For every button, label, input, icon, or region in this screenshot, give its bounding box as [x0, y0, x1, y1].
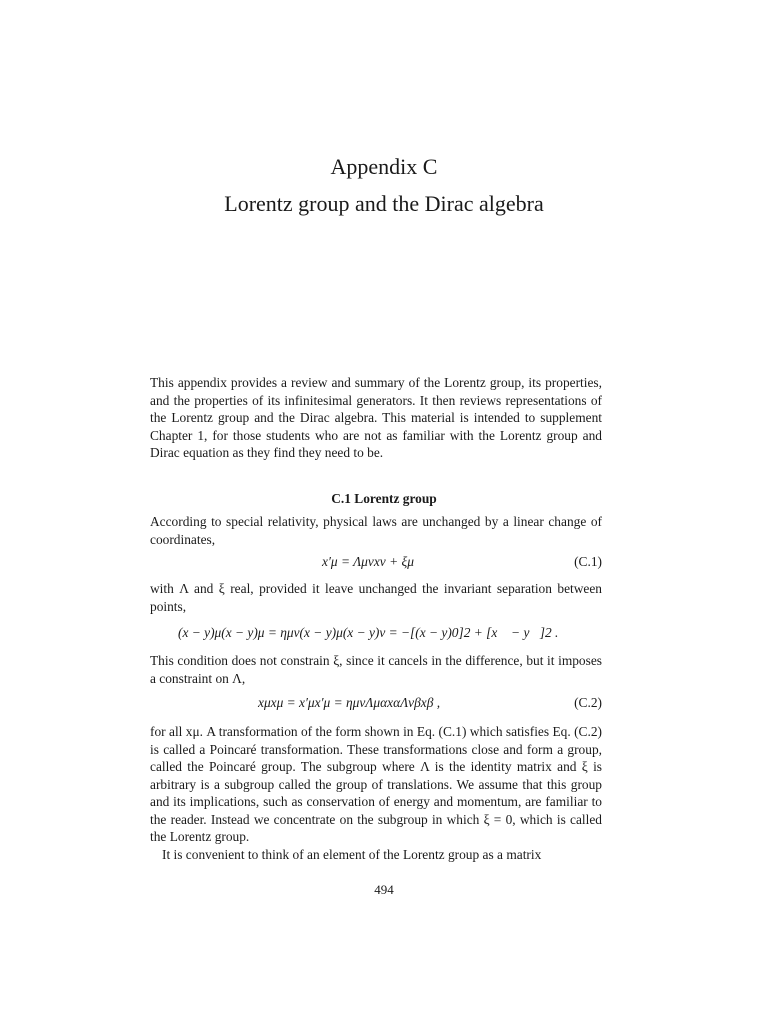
intro-paragraph [150, 374, 602, 462]
section-text-4: for all xμ. A transformation of the form shown in Eq. (C.1) which satisfies Eq. (C.2) is called a Poincaré transformation. These transformations close and form a group, called the Poincaré group. The subgroup where Λ is the identity matrix and ξ is arbitrary is a subgroup called the group of translations. We assume that this group and its implications, such as conservation of energy and momentum, are familiar to the reader. Instead we concentrate on the subgroup in which ξ = 0, which is called the Lorentz group. [150, 724, 602, 844]
equation-invariant [150, 625, 602, 643]
section-paragraph-2 [150, 580, 602, 615]
equation-c1-number: (C.1) [574, 554, 602, 569]
equation-c2 [150, 695, 602, 713]
section-paragraph-3 [150, 652, 602, 687]
section-paragraph-4 [150, 723, 602, 863]
equation-c1-body: x′μ = Λμνxν + ξμ [322, 554, 414, 569]
equation-c2-body: xμxμ = x′μx′μ = ημνΛμαxαΛνβxβ , [258, 695, 441, 710]
section-text-1: According to special relativity, physical laws are unchanged by a linear change of coordinates, [150, 514, 602, 547]
section-text-2: with Λ and ξ real, provided it leave unchanged the invariant separation between points, [150, 581, 602, 614]
section-paragraph-1 [150, 513, 602, 548]
equation-c1 [150, 554, 602, 572]
chapter-title: Lorentz group and the Dirac algebra [224, 191, 544, 216]
appendix-label: Appendix C [330, 154, 438, 179]
intro-text: This appendix provides a review and summary of the Lorentz group, its properties, and the properties of its infinitesimal generators. It then reviews representations of the Lorentz group and the Dirac algebra. This material is intended to supplement Chapter 1, for those students who are not as familiar with the Lorentz group and Dirac equation as they find they need to be. [150, 375, 602, 460]
equation-c2-number: (C.2) [574, 695, 602, 710]
section-text-5: It is convenient to think of an element of the Lorentz group as a matrix [162, 846, 542, 862]
section-text-3: This condition does not constrain ξ, since it cancels in the difference, but it imposes a constraint on Λ, [150, 653, 602, 686]
equation-invariant-body: (x − y)μ(x − y)μ = ημν(x − y)μ(x − y)ν = −[(x − y)0]2 + [x⃗ − y⃗]2 . [178, 625, 559, 640]
section-heading: C.1 Lorentz group [331, 491, 437, 506]
page-number: 494 [374, 882, 394, 897]
